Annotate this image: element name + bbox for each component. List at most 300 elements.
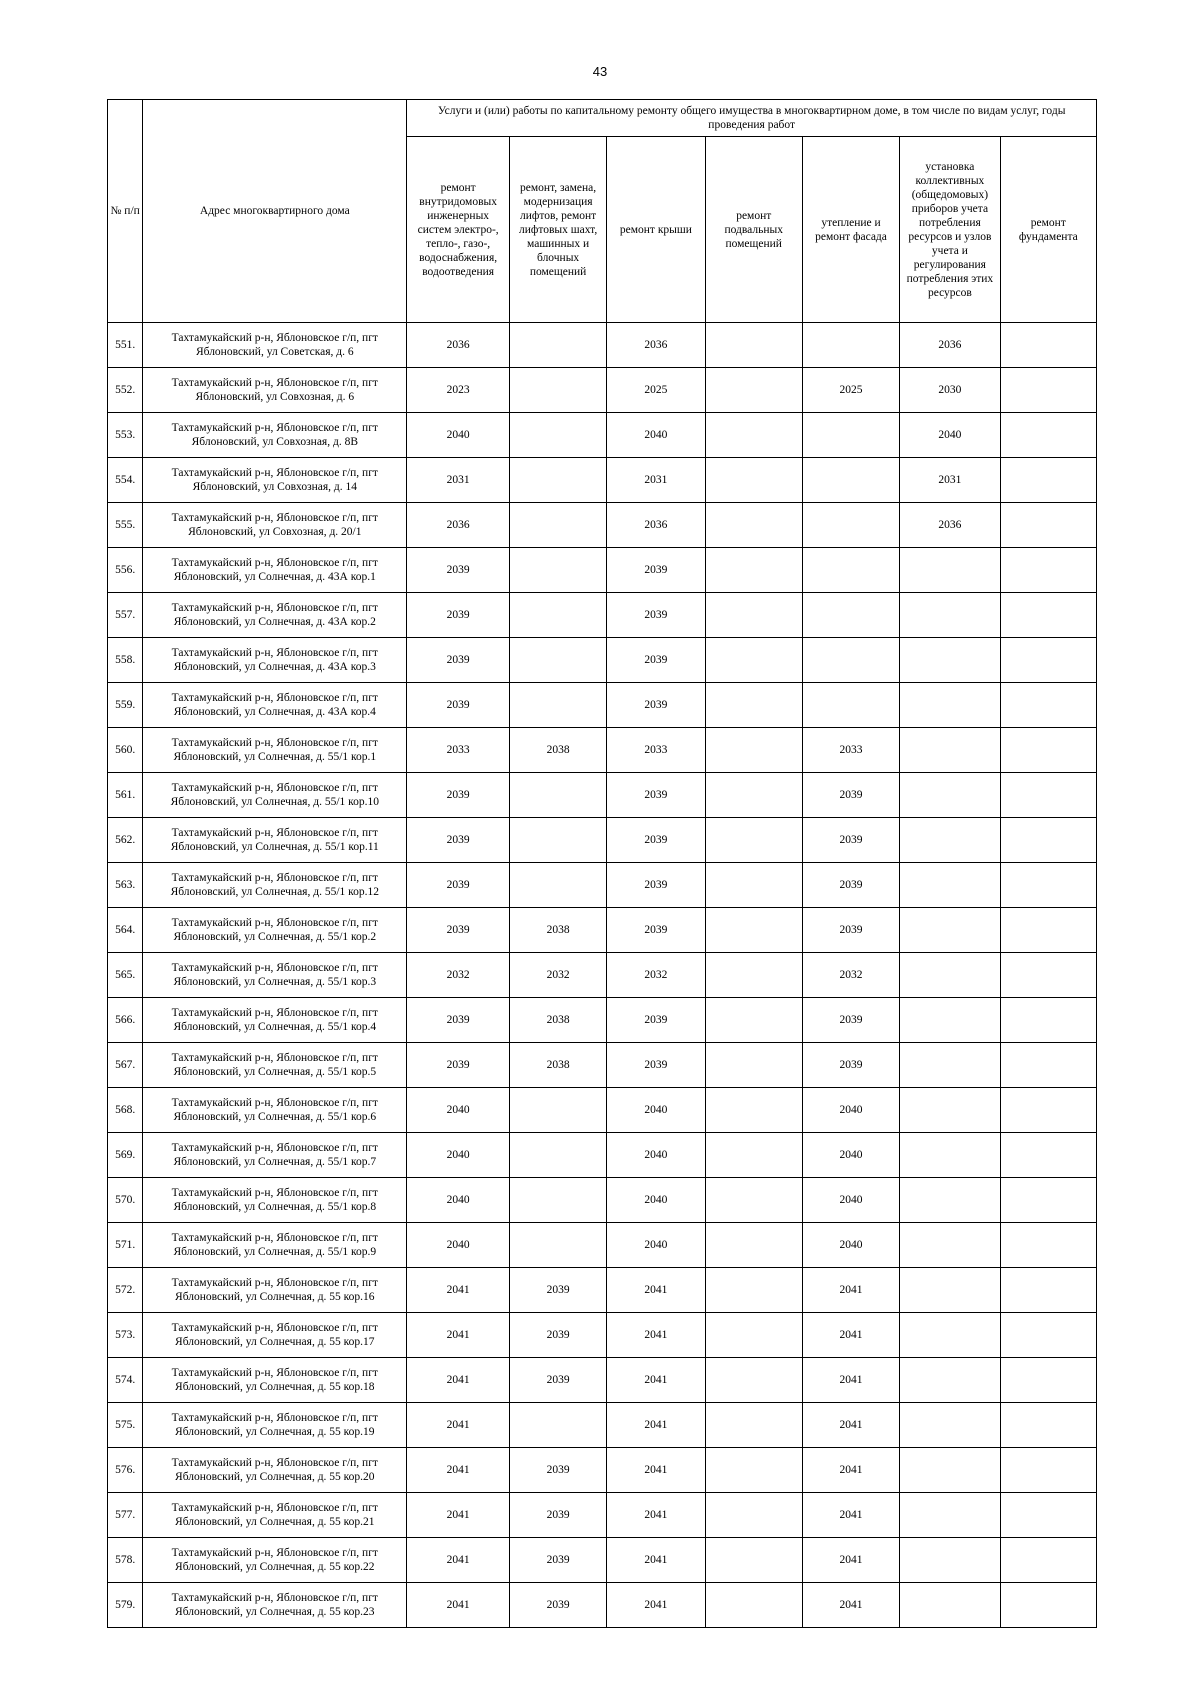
row-address <box>143 908 407 953</box>
address-line-1: Тахтамукайский р-н, Яблоновское г/п, пгт <box>171 1592 378 1604</box>
year-cell-roof: 2041 <box>607 1268 705 1313</box>
year-cell-basement <box>705 1313 802 1358</box>
year-cell-meters <box>900 908 1000 953</box>
year-cell-roof: 2041 <box>607 1358 705 1403</box>
year-cell-facade: 2032 <box>802 953 899 998</box>
row-number: 577. <box>108 1493 143 1538</box>
row-number: 571. <box>108 1223 143 1268</box>
year-cell-meters <box>900 548 1000 593</box>
year-cell-meters <box>900 1313 1000 1358</box>
address-line-1: Тахтамукайский р-н, Яблоновское г/п, пгт <box>171 1142 378 1154</box>
year-cell-facade: 2040 <box>802 1223 899 1268</box>
address-line-1: Тахтамукайский р-н, Яблоновское г/п, пгт <box>171 782 378 794</box>
header-col-elevators: ремонт, замена, модернизация лифтов, ремонт лифтовых шахт, машинных и блочных помещений <box>509 137 606 323</box>
year-cell-roof: 2031 <box>607 458 705 503</box>
year-cell-elevators <box>509 413 606 458</box>
year-cell-foundation <box>1000 1493 1096 1538</box>
year-cell-roof: 2039 <box>607 998 705 1043</box>
year-cell-facade <box>802 323 899 368</box>
year-cell-elevators <box>509 683 606 728</box>
header-col-meters: установка коллективных (общедомовых) приборов учета потребления ресурсов и узлов учета и регулирования потребления этих ресурсов <box>900 137 1000 323</box>
row-address <box>143 728 407 773</box>
row-number: 574. <box>108 1358 143 1403</box>
year-cell-roof: 2036 <box>607 323 705 368</box>
row-number: 568. <box>108 1088 143 1133</box>
year-cell-foundation <box>1000 863 1096 908</box>
row-number: 551. <box>108 323 143 368</box>
year-cell-meters: 2040 <box>900 413 1000 458</box>
address-line-2: Яблоновский, ул Солнечная, д. 55 кор.23 <box>175 1606 375 1618</box>
year-cell-elevators <box>509 593 606 638</box>
year-cell-elevators: 2039 <box>509 1448 606 1493</box>
year-cell-meters <box>900 1178 1000 1223</box>
year-cell-utilities: 2041 <box>407 1358 510 1403</box>
year-cell-utilities: 2039 <box>407 593 510 638</box>
year-cell-elevators: 2039 <box>509 1493 606 1538</box>
year-cell-utilities: 2040 <box>407 1088 510 1133</box>
address-line-2: Яблоновский, ул Солнечная, д. 55 кор.21 <box>175 1516 375 1528</box>
year-cell-meters: 2031 <box>900 458 1000 503</box>
year-cell-foundation <box>1000 818 1096 863</box>
header-col-utilities: ремонт внутридомовых инженерных систем электро-, тепло-, газо-, водоснабжения, водоотведения <box>407 137 510 323</box>
year-cell-basement <box>705 1133 802 1178</box>
year-cell-utilities: 2023 <box>407 368 510 413</box>
row-address <box>143 1088 407 1133</box>
year-cell-utilities: 2041 <box>407 1403 510 1448</box>
table-row <box>108 1313 1097 1358</box>
year-cell-basement <box>705 1268 802 1313</box>
year-cell-basement <box>705 1403 802 1448</box>
year-cell-utilities: 2039 <box>407 1043 510 1088</box>
year-cell-facade: 2039 <box>802 863 899 908</box>
year-cell-facade <box>802 683 899 728</box>
year-cell-elevators <box>509 773 606 818</box>
table-row <box>108 1583 1097 1628</box>
year-cell-roof: 2040 <box>607 1088 705 1133</box>
year-cell-meters <box>900 638 1000 683</box>
year-cell-foundation <box>1000 458 1096 503</box>
year-cell-foundation <box>1000 1448 1096 1493</box>
row-number: 576. <box>108 1448 143 1493</box>
year-cell-meters <box>900 683 1000 728</box>
year-cell-facade: 2041 <box>802 1268 899 1313</box>
address-line-1: Тахтамукайский р-н, Яблоновское г/п, пгт <box>171 467 378 479</box>
address-line-1: Тахтамукайский р-н, Яблоновское г/п, пгт <box>171 827 378 839</box>
year-cell-basement <box>705 638 802 683</box>
year-cell-facade <box>802 458 899 503</box>
table-row <box>108 953 1097 998</box>
year-cell-roof: 2039 <box>607 683 705 728</box>
address-line-2: Яблоновский, ул Советская, д. 6 <box>195 346 354 358</box>
address-line-2: Яблоновский, ул Солнечная, д. 43А кор.3 <box>173 661 376 673</box>
year-cell-utilities: 2041 <box>407 1538 510 1583</box>
year-cell-elevators <box>509 323 606 368</box>
address-line-2: Яблоновский, ул Совхозная, д. 6 <box>195 391 355 403</box>
address-line-1: Тахтамукайский р-н, Яблоновское г/п, пгт <box>171 1322 378 1334</box>
table-row <box>108 323 1097 368</box>
year-cell-foundation <box>1000 1268 1096 1313</box>
row-address <box>143 458 407 503</box>
row-address <box>143 1493 407 1538</box>
year-cell-facade: 2041 <box>802 1403 899 1448</box>
row-number: 552. <box>108 368 143 413</box>
year-cell-basement <box>705 908 802 953</box>
year-cell-meters <box>900 1403 1000 1448</box>
row-address <box>143 863 407 908</box>
year-cell-meters <box>900 1268 1000 1313</box>
year-cell-foundation <box>1000 1043 1096 1088</box>
row-number: 566. <box>108 998 143 1043</box>
capital-repair-schedule-table <box>107 99 1097 1628</box>
address-line-2: Яблоновский, ул Солнечная, д. 55/1 кор.6 <box>173 1111 377 1123</box>
row-number: 559. <box>108 683 143 728</box>
address-line-1: Тахтамукайский р-н, Яблоновское г/п, пгт <box>171 962 378 974</box>
year-cell-basement <box>705 863 802 908</box>
page-number: 43 <box>592 64 608 79</box>
address-line-2: Яблоновский, ул Совхозная, д. 8В <box>191 436 358 448</box>
year-cell-roof: 2041 <box>607 1448 705 1493</box>
year-cell-roof: 2041 <box>607 1493 705 1538</box>
row-number: 564. <box>108 908 143 953</box>
year-cell-basement <box>705 1088 802 1133</box>
table-row <box>108 1088 1097 1133</box>
year-cell-elevators: 2039 <box>509 1313 606 1358</box>
year-cell-basement <box>705 1358 802 1403</box>
address-line-1: Тахтамукайский р-н, Яблоновское г/п, пгт <box>171 647 378 659</box>
year-cell-facade: 2041 <box>802 1448 899 1493</box>
row-address <box>143 1403 407 1448</box>
year-cell-facade: 2041 <box>802 1358 899 1403</box>
year-cell-facade: 2041 <box>802 1538 899 1583</box>
year-cell-facade: 2041 <box>802 1583 899 1628</box>
year-cell-elevators <box>509 638 606 683</box>
year-cell-utilities: 2039 <box>407 638 510 683</box>
table-row <box>108 1493 1097 1538</box>
year-cell-foundation <box>1000 503 1096 548</box>
year-cell-facade: 2039 <box>802 1043 899 1088</box>
year-cell-elevators: 2032 <box>509 953 606 998</box>
year-cell-facade: 2040 <box>802 1088 899 1133</box>
address-line-1: Тахтамукайский р-н, Яблоновское г/п, пгт <box>171 1232 378 1244</box>
year-cell-elevators <box>509 1223 606 1268</box>
address-line-1: Тахтамукайский р-н, Яблоновское г/п, пгт <box>171 692 378 704</box>
address-line-2: Яблоновский, ул Солнечная, д. 55/1 кор.11 <box>170 841 379 853</box>
year-cell-basement <box>705 1178 802 1223</box>
address-line-2: Яблоновский, ул Солнечная, д. 55/1 кор.12 <box>170 886 380 898</box>
address-line-2: Яблоновский, ул Солнечная, д. 55 кор.20 <box>175 1471 375 1483</box>
year-cell-facade: 2033 <box>802 728 899 773</box>
year-cell-basement <box>705 1538 802 1583</box>
year-cell-facade: 2040 <box>802 1133 899 1178</box>
year-cell-facade: 2039 <box>802 818 899 863</box>
year-cell-roof: 2033 <box>607 728 705 773</box>
address-line-1: Тахтамукайский р-н, Яблоновское г/п, пгт <box>171 377 378 389</box>
year-cell-elevators <box>509 1403 606 1448</box>
year-cell-roof: 2039 <box>607 638 705 683</box>
row-number: 557. <box>108 593 143 638</box>
address-line-1: Тахтамукайский р-н, Яблоновское г/п, пгт <box>171 1412 378 1424</box>
year-cell-foundation <box>1000 1358 1096 1403</box>
year-cell-facade: 2039 <box>802 773 899 818</box>
address-line-1: Тахтамукайский р-н, Яблоновское г/п, пгт <box>171 872 378 884</box>
year-cell-roof: 2039 <box>607 1043 705 1088</box>
year-cell-foundation <box>1000 548 1096 593</box>
year-cell-basement <box>705 503 802 548</box>
row-address <box>143 1133 407 1178</box>
year-cell-basement <box>705 368 802 413</box>
address-line-2: Яблоновский, ул Солнечная, д. 55/1 кор.7 <box>173 1156 377 1168</box>
year-cell-roof: 2039 <box>607 863 705 908</box>
year-cell-utilities: 2041 <box>407 1268 510 1313</box>
year-cell-basement <box>705 773 802 818</box>
row-number: 560. <box>108 728 143 773</box>
year-cell-roof: 2040 <box>607 413 705 458</box>
year-cell-roof: 2039 <box>607 773 705 818</box>
row-number: 565. <box>108 953 143 998</box>
year-cell-foundation <box>1000 728 1096 773</box>
year-cell-elevators <box>509 548 606 593</box>
row-address <box>143 773 407 818</box>
year-cell-meters <box>900 818 1000 863</box>
year-cell-facade: 2039 <box>802 908 899 953</box>
address-line-1: Тахтамукайский р-н, Яблоновское г/п, пгт <box>171 1367 378 1379</box>
year-cell-roof: 2041 <box>607 1403 705 1448</box>
year-cell-meters <box>900 1088 1000 1133</box>
row-address <box>143 1358 407 1403</box>
year-cell-utilities: 2039 <box>407 908 510 953</box>
year-cell-foundation <box>1000 1583 1096 1628</box>
year-cell-facade <box>802 638 899 683</box>
table-row <box>108 818 1097 863</box>
table-row <box>108 638 1097 683</box>
row-address <box>143 323 407 368</box>
year-cell-basement <box>705 1493 802 1538</box>
address-line-2: Яблоновский, ул Солнечная, д. 55 кор.22 <box>175 1561 375 1573</box>
address-line-2: Яблоновский, ул Солнечная, д. 55/1 кор.2 <box>173 931 377 943</box>
address-line-2: Яблоновский, ул Солнечная, д. 55 кор.19 <box>175 1426 375 1438</box>
row-address <box>143 638 407 683</box>
table-row <box>108 1043 1097 1088</box>
year-cell-basement <box>705 593 802 638</box>
row-address <box>143 1313 407 1358</box>
address-line-1: Тахтамукайский р-н, Яблоновское г/п, пгт <box>171 422 378 434</box>
year-cell-basement <box>705 1043 802 1088</box>
year-cell-foundation <box>1000 413 1096 458</box>
row-number: 570. <box>108 1178 143 1223</box>
year-cell-utilities: 2039 <box>407 998 510 1043</box>
table-row <box>108 1268 1097 1313</box>
table-row <box>108 503 1097 548</box>
year-cell-basement <box>705 548 802 593</box>
row-address <box>143 1178 407 1223</box>
table-row <box>108 548 1097 593</box>
year-cell-basement <box>705 818 802 863</box>
year-cell-elevators: 2039 <box>509 1538 606 1583</box>
year-cell-elevators <box>509 458 606 503</box>
row-number: 579. <box>108 1583 143 1628</box>
row-number: 553. <box>108 413 143 458</box>
row-number: 572. <box>108 1268 143 1313</box>
year-cell-roof: 2040 <box>607 1178 705 1223</box>
table-row <box>108 1178 1097 1223</box>
address-line-2: Яблоновский, ул Солнечная, д. 55 кор.17 <box>175 1336 375 1348</box>
row-number: 556. <box>108 548 143 593</box>
table-row <box>108 413 1097 458</box>
year-cell-roof: 2041 <box>607 1538 705 1583</box>
row-number: 573. <box>108 1313 143 1358</box>
year-cell-basement <box>705 728 802 773</box>
year-cell-roof: 2039 <box>607 908 705 953</box>
year-cell-utilities: 2039 <box>407 683 510 728</box>
year-cell-foundation <box>1000 323 1096 368</box>
year-cell-meters <box>900 1043 1000 1088</box>
year-cell-elevators <box>509 1133 606 1178</box>
year-cell-meters <box>900 998 1000 1043</box>
year-cell-elevators <box>509 818 606 863</box>
year-cell-roof: 2032 <box>607 953 705 998</box>
year-cell-meters: 2036 <box>900 323 1000 368</box>
year-cell-basement <box>705 683 802 728</box>
address-line-2: Яблоновский, ул Солнечная, д. 55/1 кор.9 <box>173 1246 377 1258</box>
table-row <box>108 1448 1097 1493</box>
year-cell-basement <box>705 323 802 368</box>
address-line-1: Тахтамукайский р-н, Яблоновское г/п, пгт <box>171 1502 378 1514</box>
row-address <box>143 548 407 593</box>
year-cell-meters <box>900 1223 1000 1268</box>
year-cell-foundation <box>1000 1403 1096 1448</box>
table-row <box>108 908 1097 953</box>
year-cell-roof: 2036 <box>607 503 705 548</box>
row-address <box>143 593 407 638</box>
year-cell-meters <box>900 1358 1000 1403</box>
address-line-1: Тахтамукайский р-н, Яблоновское г/п, пгт <box>171 602 378 614</box>
year-cell-basement <box>705 998 802 1043</box>
year-cell-facade <box>802 413 899 458</box>
year-cell-utilities: 2032 <box>407 953 510 998</box>
address-line-2: Яблоновский, ул Солнечная, д. 43А кор.4 <box>173 706 376 718</box>
year-cell-utilities: 2041 <box>407 1448 510 1493</box>
year-cell-elevators <box>509 1178 606 1223</box>
year-cell-foundation <box>1000 638 1096 683</box>
year-cell-basement <box>705 1223 802 1268</box>
header-col-basement: ремонт подвальных помещений <box>705 137 802 323</box>
year-cell-utilities: 2033 <box>407 728 510 773</box>
header-num: № п/п <box>108 100 143 323</box>
row-number: 575. <box>108 1403 143 1448</box>
year-cell-foundation <box>1000 1178 1096 1223</box>
year-cell-elevators: 2039 <box>509 1583 606 1628</box>
year-cell-meters <box>900 863 1000 908</box>
address-line-2: Яблоновский, ул Солнечная, д. 55/1 кор.10 <box>170 796 380 808</box>
year-cell-roof: 2039 <box>607 593 705 638</box>
row-address <box>143 503 407 548</box>
table-row <box>108 368 1097 413</box>
year-cell-utilities: 2040 <box>407 1223 510 1268</box>
year-cell-utilities: 2036 <box>407 323 510 368</box>
address-line-1: Тахтамукайский р-н, Яблоновское г/п, пгт <box>171 1097 378 1109</box>
year-cell-roof: 2041 <box>607 1583 705 1628</box>
header-col-roof: ремонт крыши <box>607 137 705 323</box>
row-address <box>143 1043 407 1088</box>
year-cell-foundation <box>1000 683 1096 728</box>
table-row <box>108 593 1097 638</box>
row-number: 563. <box>108 863 143 908</box>
row-address <box>143 368 407 413</box>
address-line-1: Тахтамукайский р-н, Яблоновское г/п, пгт <box>171 1187 378 1199</box>
row-address <box>143 818 407 863</box>
address-line-1: Тахтамукайский р-н, Яблоновское г/п, пгт <box>171 557 378 569</box>
address-line-1: Тахтамукайский р-н, Яблоновское г/п, пгт <box>171 917 378 929</box>
year-cell-foundation <box>1000 998 1096 1043</box>
year-cell-foundation <box>1000 593 1096 638</box>
row-number: 567. <box>108 1043 143 1088</box>
year-cell-utilities: 2039 <box>407 863 510 908</box>
year-cell-elevators <box>509 1088 606 1133</box>
address-line-2: Яблоновский, ул Солнечная, д. 55/1 кор.4 <box>173 1021 377 1033</box>
address-line-1: Тахтамукайский р-н, Яблоновское г/п, пгт <box>171 1457 378 1469</box>
year-cell-meters <box>900 728 1000 773</box>
row-address <box>143 1538 407 1583</box>
address-line-1: Тахтамукайский р-н, Яблоновское г/п, пгт <box>171 332 378 344</box>
address-line-1: Тахтамукайский р-н, Яблоновское г/п, пгт <box>171 1052 378 1064</box>
year-cell-elevators: 2038 <box>509 728 606 773</box>
year-cell-utilities: 2039 <box>407 773 510 818</box>
row-address <box>143 1223 407 1268</box>
year-cell-roof: 2039 <box>607 548 705 593</box>
address-line-2: Яблоновский, ул Солнечная, д. 55/1 кор.1 <box>173 751 377 763</box>
year-cell-meters <box>900 1448 1000 1493</box>
address-line-2: Яблоновский, ул Солнечная, д. 55/1 кор.8 <box>173 1201 377 1213</box>
year-cell-basement <box>705 413 802 458</box>
address-line-2: Яблоновский, ул Совхозная, д. 14 <box>192 481 358 493</box>
year-cell-basement <box>705 953 802 998</box>
year-cell-foundation <box>1000 773 1096 818</box>
row-address <box>143 953 407 998</box>
year-cell-facade: 2040 <box>802 1178 899 1223</box>
year-cell-basement <box>705 458 802 503</box>
address-line-2: Яблоновский, ул Солнечная, д. 43А кор.2 <box>173 616 376 628</box>
address-line-2: Яблоновский, ул Солнечная, д. 55/1 кор.3 <box>173 976 377 988</box>
year-cell-meters <box>900 1133 1000 1178</box>
address-line-2: Яблоновский, ул Солнечная, д. 55 кор.18 <box>175 1381 375 1393</box>
table-row <box>108 728 1097 773</box>
header-col-foundation: ремонт фундамента <box>1000 137 1096 323</box>
year-cell-elevators: 2038 <box>509 998 606 1043</box>
table-row <box>108 773 1097 818</box>
year-cell-utilities: 2041 <box>407 1583 510 1628</box>
year-cell-utilities: 2039 <box>407 548 510 593</box>
year-cell-roof: 2025 <box>607 368 705 413</box>
year-cell-utilities: 2031 <box>407 458 510 503</box>
year-cell-elevators: 2038 <box>509 1043 606 1088</box>
row-number: 558. <box>108 638 143 683</box>
table-row <box>108 458 1097 503</box>
row-address <box>143 683 407 728</box>
year-cell-utilities: 2039 <box>407 818 510 863</box>
year-cell-elevators <box>509 863 606 908</box>
year-cell-meters <box>900 1538 1000 1583</box>
year-cell-elevators: 2039 <box>509 1358 606 1403</box>
year-cell-elevators <box>509 368 606 413</box>
year-cell-basement <box>705 1583 802 1628</box>
year-cell-foundation <box>1000 908 1096 953</box>
row-address <box>143 1268 407 1313</box>
year-cell-utilities: 2040 <box>407 1133 510 1178</box>
address-line-1: Тахтамукайский р-н, Яблоновское г/п, пгт <box>171 1277 378 1289</box>
address-line-1: Тахтамукайский р-н, Яблоновское г/п, пгт <box>171 512 378 524</box>
row-address <box>143 413 407 458</box>
table-row <box>108 1358 1097 1403</box>
